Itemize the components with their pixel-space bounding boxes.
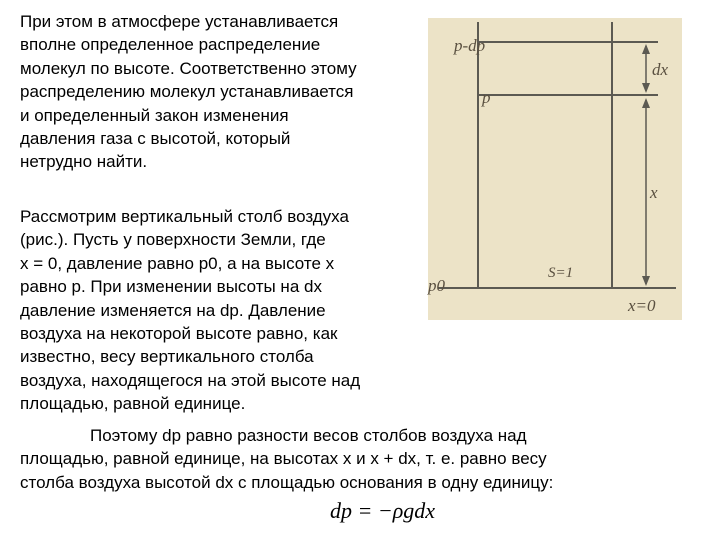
paragraph-air-column: Рассмотрим вертикальный столб воздуха (рис.). Пусть у поверхности Земли, где x = 0, давление равно p0, а на высоте x равно p. При изменении высоты на dx давление изменяется на dp. Давление воздуха на некоторой высоте равно, как известно, весу вертикального столба воздуха, находящегося на этой высоте над площадью, равной единице.	[20, 207, 361, 414]
label-x-equals-0: x=0	[628, 296, 656, 315]
label-p-minus-dp: p-dp	[454, 36, 486, 55]
dx-arrow-head-up	[642, 44, 650, 54]
air-column-figure	[428, 18, 682, 320]
label-dx: dx	[652, 60, 669, 79]
dx-arrow-head-down	[642, 83, 650, 93]
label-area-s1: S=1	[548, 265, 574, 281]
paragraph-atmosphere-distribution: При этом в атмосфере устанавливается вполне определенное распределение молекул по высоте. Соответственно этому распределению молекул устанавливается и определенный закон изменения давления газа с высотой, который нетрудно найти.	[20, 12, 357, 172]
x-arrow-head-down	[642, 276, 650, 286]
barometric-formula: dp = −ρgdx	[330, 498, 436, 523]
paragraph-dp-conclusion: Поэтому dp равно разности весов столбов воздуха над площадью, равной единице, на высотах x и x + dx, т. е. равно весу столба воздуха высотой dx с площадью основания в одну единицу:	[20, 426, 554, 492]
label-x: x	[650, 183, 658, 202]
x-arrow-head-up	[642, 98, 650, 108]
label-p0: p0	[428, 276, 445, 295]
label-p: p	[482, 88, 491, 107]
